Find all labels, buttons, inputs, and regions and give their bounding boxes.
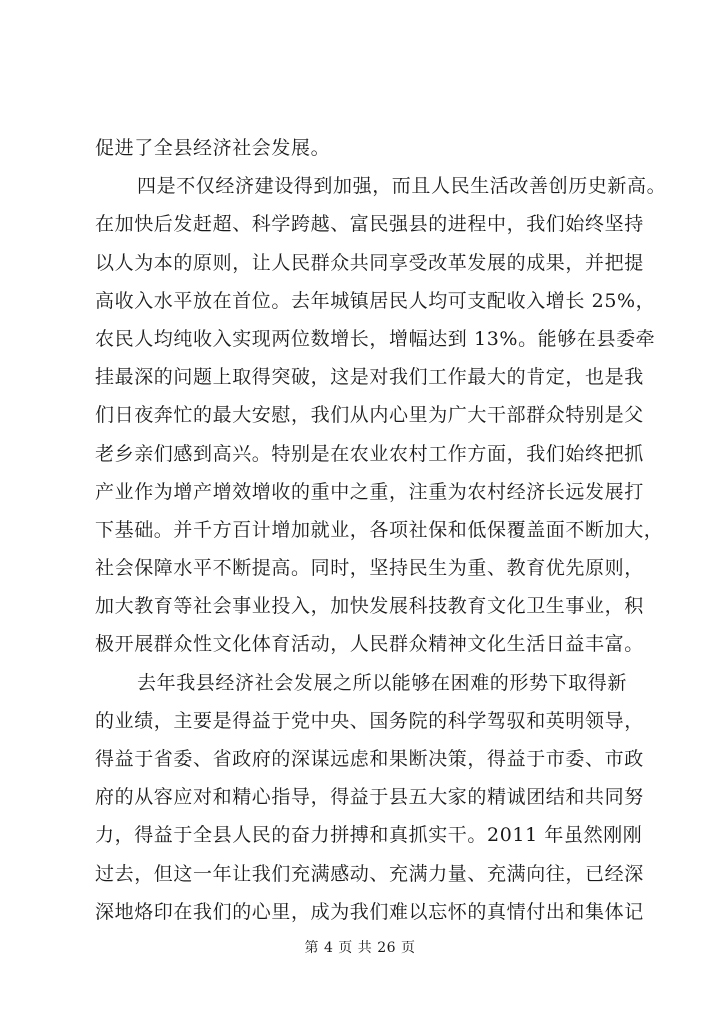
text-line: 促进了全县经济社会发展。 bbox=[95, 137, 331, 159]
page-number-footer: 第 4 页 共 26 页 bbox=[304, 940, 416, 956]
text-line: 们日夜奔忙的最大安慰，我们从内心里为广大干部群众特别是父 bbox=[95, 404, 644, 427]
text-line: 力，得益于全县人民的奋力拼搏和真抓实干。2011 年虽然刚刚 bbox=[95, 824, 643, 847]
text-line: 深地烙印在我们的心里，成为我们难以忘怀的真情付出和集体记 bbox=[95, 900, 644, 923]
text-line-paragraph-start: 四是不仅经济建设得到加强，而且人民生活改善创历史新高。 bbox=[137, 175, 667, 198]
text-line: 社会保障水平不断提高。同时，坚持民生为重、教育优先原则， bbox=[95, 557, 644, 580]
text-line: 以人为本的原则，让人民群众共同享受改革发展的成果，并把提 bbox=[95, 251, 644, 274]
text-line: 农民人均纯收入实现两位数增长，增幅达到 13%。能够在县委牵 bbox=[95, 327, 656, 350]
text-line: 挂最深的问题上取得突破，这是对我们工作最大的肯定，也是我 bbox=[95, 366, 644, 389]
text-line: 得益于省委、省政府的深谋远虑和果断决策，得益于市委、市政 bbox=[95, 748, 644, 770]
text-line: 过去，但这一年让我们充满感动、充满力量、充满向往，已经深 bbox=[95, 862, 644, 885]
text-line: 府的从容应对和精心指导，得益于县五大家的精诚团结和共同努 bbox=[95, 786, 644, 809]
text-line: 加大教育等社会事业投入，加快发展科技教育文化卫生事业，积 bbox=[95, 595, 644, 618]
text-line: 高收入水平放在首位。去年城镇居民人均可支配收入增长 25%， bbox=[95, 289, 656, 312]
text-line: 下基础。并千方百计增加就业，各项社保和低保覆盖面不断加大， bbox=[95, 518, 664, 541]
text-line: 的业绩，主要是得益于党中央、国务院的科学驾驭和英明领导， bbox=[95, 709, 644, 732]
text-line: 老乡亲们感到高兴。特别是在农业农村工作方面，我们始终把抓 bbox=[95, 442, 644, 465]
text-line: 极开展群众性文化体育活动，人民群众精神文化生活日益丰富。 bbox=[95, 633, 644, 656]
text-line: 产业作为增产增效增收的重中之重，注重为农村经济长远发展打 bbox=[95, 480, 644, 503]
text-line: 在加快后发赶超、科学跨越、富民强县的进程中，我们始终坚持 bbox=[95, 213, 644, 236]
body-text bbox=[95, 129, 667, 931]
text-line-paragraph-start: 去年我县经济社会发展之所以能够在困难的形势下取得新 bbox=[137, 671, 628, 694]
